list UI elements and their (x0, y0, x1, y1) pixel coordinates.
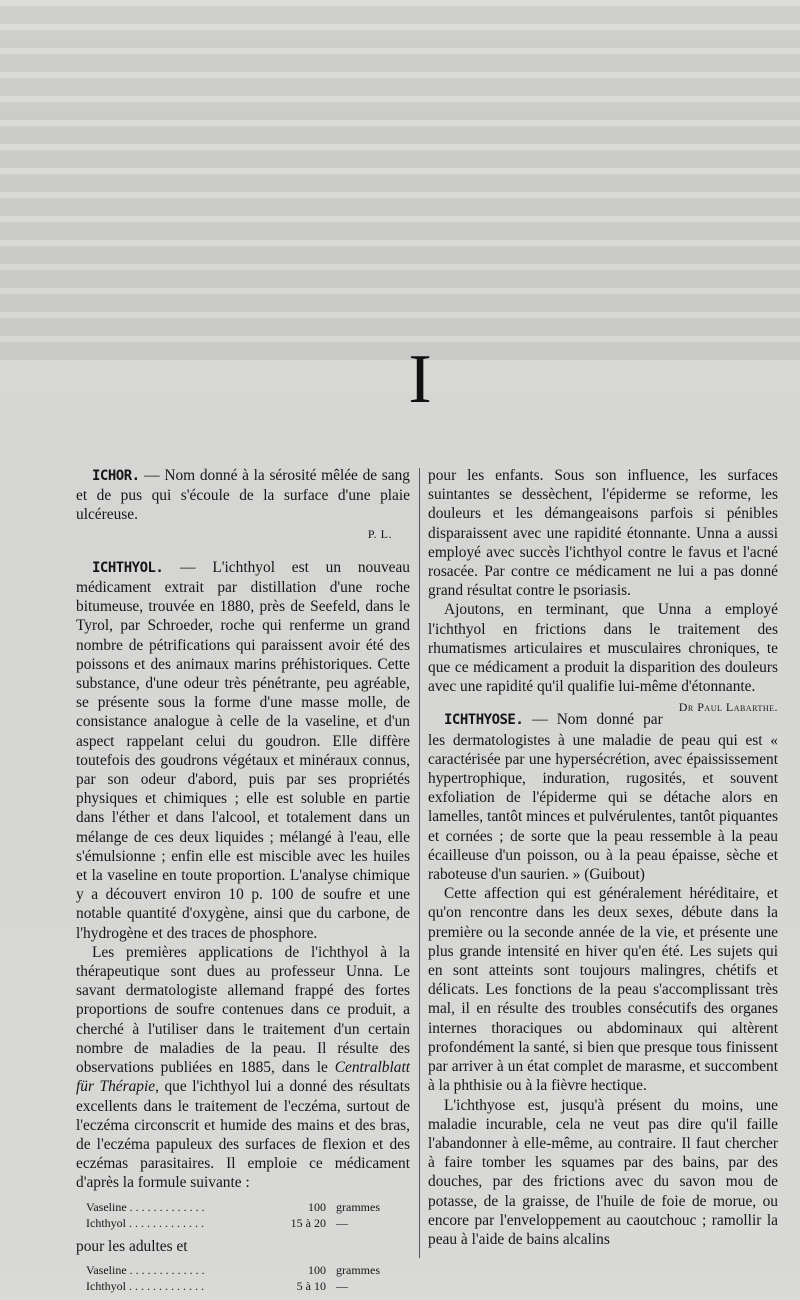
ichthyol-text-2a: Les premières applications de l'ichthyol à la thérapeutique sont dues au professeur Unna. Le savant dermatologiste allemand frappé des fortes proportions de soufre contenues dans ce produit, a cherché à l'utiliser dans le traitement d'un certain nombre de maladies de la peau. Il résulte des observations publiées en 1885, dans le (76, 943, 410, 1077)
ichthyol-conclusion-text: Ajoutons, en terminant, que Unna a employé l'ichthyol en frictions dans le traitement des rhumatismes articulaires et musculaires chroniques, te que ce médicament a produit la disparition des douleurs avec une rapidité qu'il qualifie lui-même d'étonnante. (428, 601, 778, 696)
formula-children (86, 1262, 410, 1294)
ingredient-unit: — (336, 1215, 348, 1230)
ichthyol-text-2b: , que l'ichthyol lui a donné des résultats excellents dans le traitement de l'eczéma, surtout de l'eczéma circonscrit et humide des mains et des bras, de l'eczéma papuleux des surfaces de flexion et des eczémas parasitaires. Il emploie ce médicament d'après la formule suivante : (76, 1078, 410, 1192)
ichthyol-continued: pour les enfants. Sous son influence, les surfaces suintantes se dessèchent, l'épiderme se reforme, les douleurs et les démangeaisons parfois si pénibles disparaissent avec une rapidité étonnante. Unna a aussi employé avec succès l'ichthyol contre le favus et l'acné rosacée. Par contre ce médicament ne lui a pas donné grand résultat contre le psoriasis. (428, 467, 778, 600)
headword-ichthyol: ICHTHYOL. (92, 559, 164, 576)
ingredient-name: Vaseline . . . . . . . . . . . . . (86, 1199, 205, 1214)
entry-ichthyose-p2: Cette affection qui est généralement héréditaire, et qu'on rencontre dans les deux sexes, débute dans la première ou la seconde année de la vie, et présente une plus grande intensité en hiver qu'en été. Les sujets qui en sont atteints sont toujours malingres, chétifs et délicats. Les fonctions de la peau s'accomplissant très mal, il en résulte des troubles consécutifs des organes internes thoraciques ou abdominaux qui altèrent profondément la santé, si bien que presque tous finissent par arriver à un état complet de marasme, et succombent à la phthisie ou à la fièvre hectique. (428, 885, 778, 1095)
signature-ichor: P. L. (367, 526, 392, 541)
headword-ichor: ICHOR. (92, 468, 140, 484)
ichthyose-text-1: — Nom donné par les dermatologistes à une maladie de peau qui est « caractérisée par une hypersécrétion, avec épaississement hypertrophique, induration, rugosités, et souvent exfoliation de l'épiderme qui se détache alors en lamelles, tantôt minces et pulvérulentes, tantôt piquantes et cornées ; de sorte que la peau ressemble à la peau écailleuse d'un poisson, ou à la peau épaisse, sèche et raboteuse d'un saurien. » (Guibout) (428, 711, 778, 884)
entry-ichthyol-p2 (76, 943, 410, 1193)
ichthyol-conclusion (428, 600, 778, 715)
ingredient-qty: 5 à 10 (296, 1278, 326, 1293)
entry-ichor (76, 466, 410, 525)
formula-adults (86, 1199, 410, 1231)
ingredient-name: Ichthyol . . . . . . . . . . . . . (86, 1215, 204, 1230)
ingredient-qty: 100 (308, 1199, 326, 1214)
formula-row (86, 1215, 410, 1231)
ingredient-unit: — (336, 1278, 348, 1293)
entry-ichthyose-p1 (428, 710, 778, 884)
adults-label: pour les adultes et (76, 1237, 188, 1255)
column-divider (419, 468, 420, 1258)
right-column (428, 466, 778, 1249)
formula-row (86, 1262, 410, 1278)
formula-row (86, 1278, 410, 1294)
section-letter: I (408, 341, 432, 418)
journal-title: Centralblatt für Thérapie (76, 1059, 410, 1096)
left-column (76, 466, 410, 1300)
formula-row (86, 1199, 410, 1215)
ingredient-name: Vaseline . . . . . . . . . . . . . (86, 1262, 205, 1277)
ingredient-qty: 15 à 20 (290, 1215, 326, 1230)
entry-ichthyol-p1 (76, 558, 410, 943)
ichthyol-text-1: — L'ichthyol est un nouveau médicament extrait par distillation d'une roche bitumeuse, trouvée en 1880, près de Seefeld, dans le Tyrol, par Schroeder, roche qui renferme un grand nombre de pétrifications qui paraissent avoir été des poissons et des animaux marins préhistoriques. Cette substance, d'une odeur très pénétrante, peu agréable, se présente sous la forme d'une masse molle, de consistance analogue à celle de la vaseline, et d'un aspect rappelant celui du goudron. Elle diffère toutefois des goudrons végétaux et minéraux connus, par son odeur d'abord, puis par ses propriétés physiques et chimiques ; elle est soluble en partie dans l'éther et dans l'alcool, et totalement dans un mélange de ces deux liquides ; mélangé à l'eau, elle s'émulsionne ; enfin elle est miscible avec les huiles et la vaseline en toute proportion. L'analyse chimique y a découvert environ 10 p. 100 de soufre et une notable quantité d'oxygène, ainsi que du carbone, de l'hydrogène et des traces de phosphore. (76, 558, 410, 942)
entry-ichthyose-p3: L'ichthyose est, jusqu'à présent du moins, une maladie incurable, cela ne veut pas dire qu'il faille l'abandonner à elle-même, au contraire. Il faut chercher à faire tomber les squames par des bains, par des douches, par des frictions avec du savon mou de potasse, de la graisse, de l'huile de foie de morue, ou encore par l'enveloppement au caoutchouc ; ramollir la peau à l'aide de bains alcalins (428, 1096, 778, 1248)
ichor-text: — Nom donné à la sérosité mêlée de sang et de pus qui s'écoule de la surface d'une plaie ulcéreuse. (76, 467, 410, 524)
ingredient-unit: grammes (336, 1262, 380, 1277)
signature-ichthyol: Dr Paul Labarthe. (678, 700, 778, 715)
ingredient-unit: grammes (336, 1199, 380, 1214)
ingredient-qty: 100 (308, 1262, 326, 1277)
headword-ichthyose: ICHTHYOSE. (444, 712, 524, 729)
ingredient-name: Ichthyol . . . . . . . . . . . . . (86, 1278, 204, 1293)
